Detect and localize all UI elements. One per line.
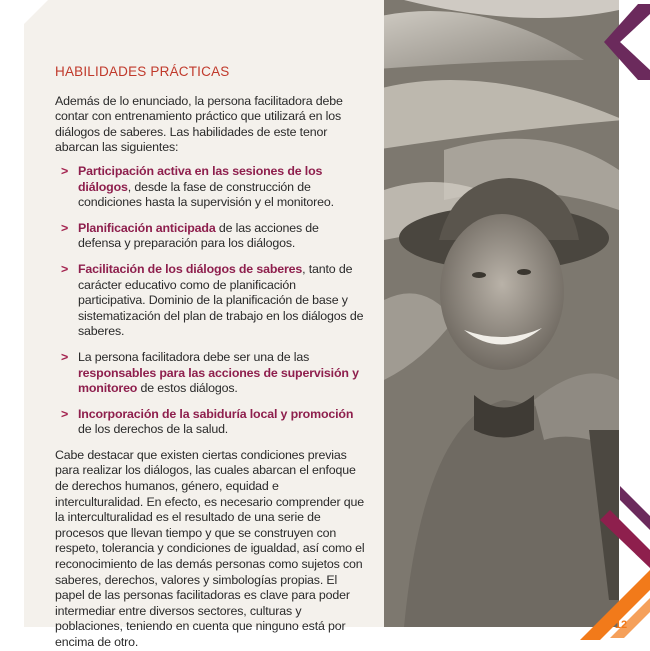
- skill-post: de las acciones de defensa y preparación para los diálogos.: [78, 220, 319, 251]
- text-column: [55, 64, 365, 651]
- skill-highlight: responsables para las acciones de supervisión y monitoreo: [78, 365, 359, 396]
- bullet-chevron-icon: >: [61, 349, 69, 364]
- bullet-chevron-icon: >: [61, 261, 69, 276]
- card-corner-cut: [24, 0, 48, 24]
- bullet-chevron-icon: >: [61, 406, 69, 421]
- closing-paragraph: Cabe destacar que existen ciertas condiciones previas para realizar los diálogos, las cuales abarcan el enfoque de derechos humanos, género, equidad e interculturalidad. En efecto, es necesario comprender que la interculturalidad es el resultado de una serie de procesos que llevan tiempo y que se construyen con respeto, tolerancia y condiciones de igualdad, así como el reconocimiento de las demás personas como sujetos con saberes, derechos, valores y simbologías propias. El papel de las personas facilitadoras es clave para poder intermediar entre diversos sectores, culturas y poblaciones, teniendo en cuenta que ninguno está por encima de otro.: [55, 447, 365, 649]
- page-number: 12: [614, 619, 628, 631]
- list-item: [55, 164, 365, 211]
- skill-pre: La persona facilitadora debe ser una de las: [78, 349, 310, 364]
- decorative-chevrons: [560, 0, 650, 650]
- bullet-chevron-icon: >: [61, 220, 69, 235]
- skill-highlight: Participación activa en las sesiones de los diálogos: [78, 163, 323, 194]
- skill-highlight: Facilitación de los diálogos de saberes: [78, 261, 303, 276]
- list-item: [55, 262, 365, 340]
- chevron-purple-stripe-icon: [620, 486, 650, 530]
- skill-post: , desde la fase de construcción de condiciones hasta la supervisión y el monitoreo.: [78, 179, 334, 210]
- bullet-chevron-icon: >: [61, 163, 69, 178]
- list-item: [55, 221, 365, 252]
- skill-post: de estos diálogos.: [137, 381, 238, 396]
- list-item: [55, 407, 365, 438]
- skill-post: de los derechos de la salud.: [78, 422, 229, 437]
- skills-list: [55, 164, 365, 438]
- skill-highlight: Planificación anticipada: [78, 220, 216, 235]
- intro-paragraph: Además de lo enunciado, la persona facilitadora debe contar con entrenamiento práctico que utilizará en los diálogos de saberes. Las habilidades de este tenor abarcan las siguientes:: [55, 93, 343, 155]
- skill-highlight: Incorporación de la sabiduría local y promoción: [78, 406, 354, 421]
- list-item: [55, 350, 365, 397]
- chevron-left-icon: [604, 4, 650, 80]
- section-heading: HABILIDADES PRÁCTICAS: [55, 64, 230, 79]
- skill-post: , tanto de carácter educativo como de planificación participativa. Dominio de la planificación de base y sistematización del plan de trabajo en los diálogos de saberes.: [78, 261, 364, 339]
